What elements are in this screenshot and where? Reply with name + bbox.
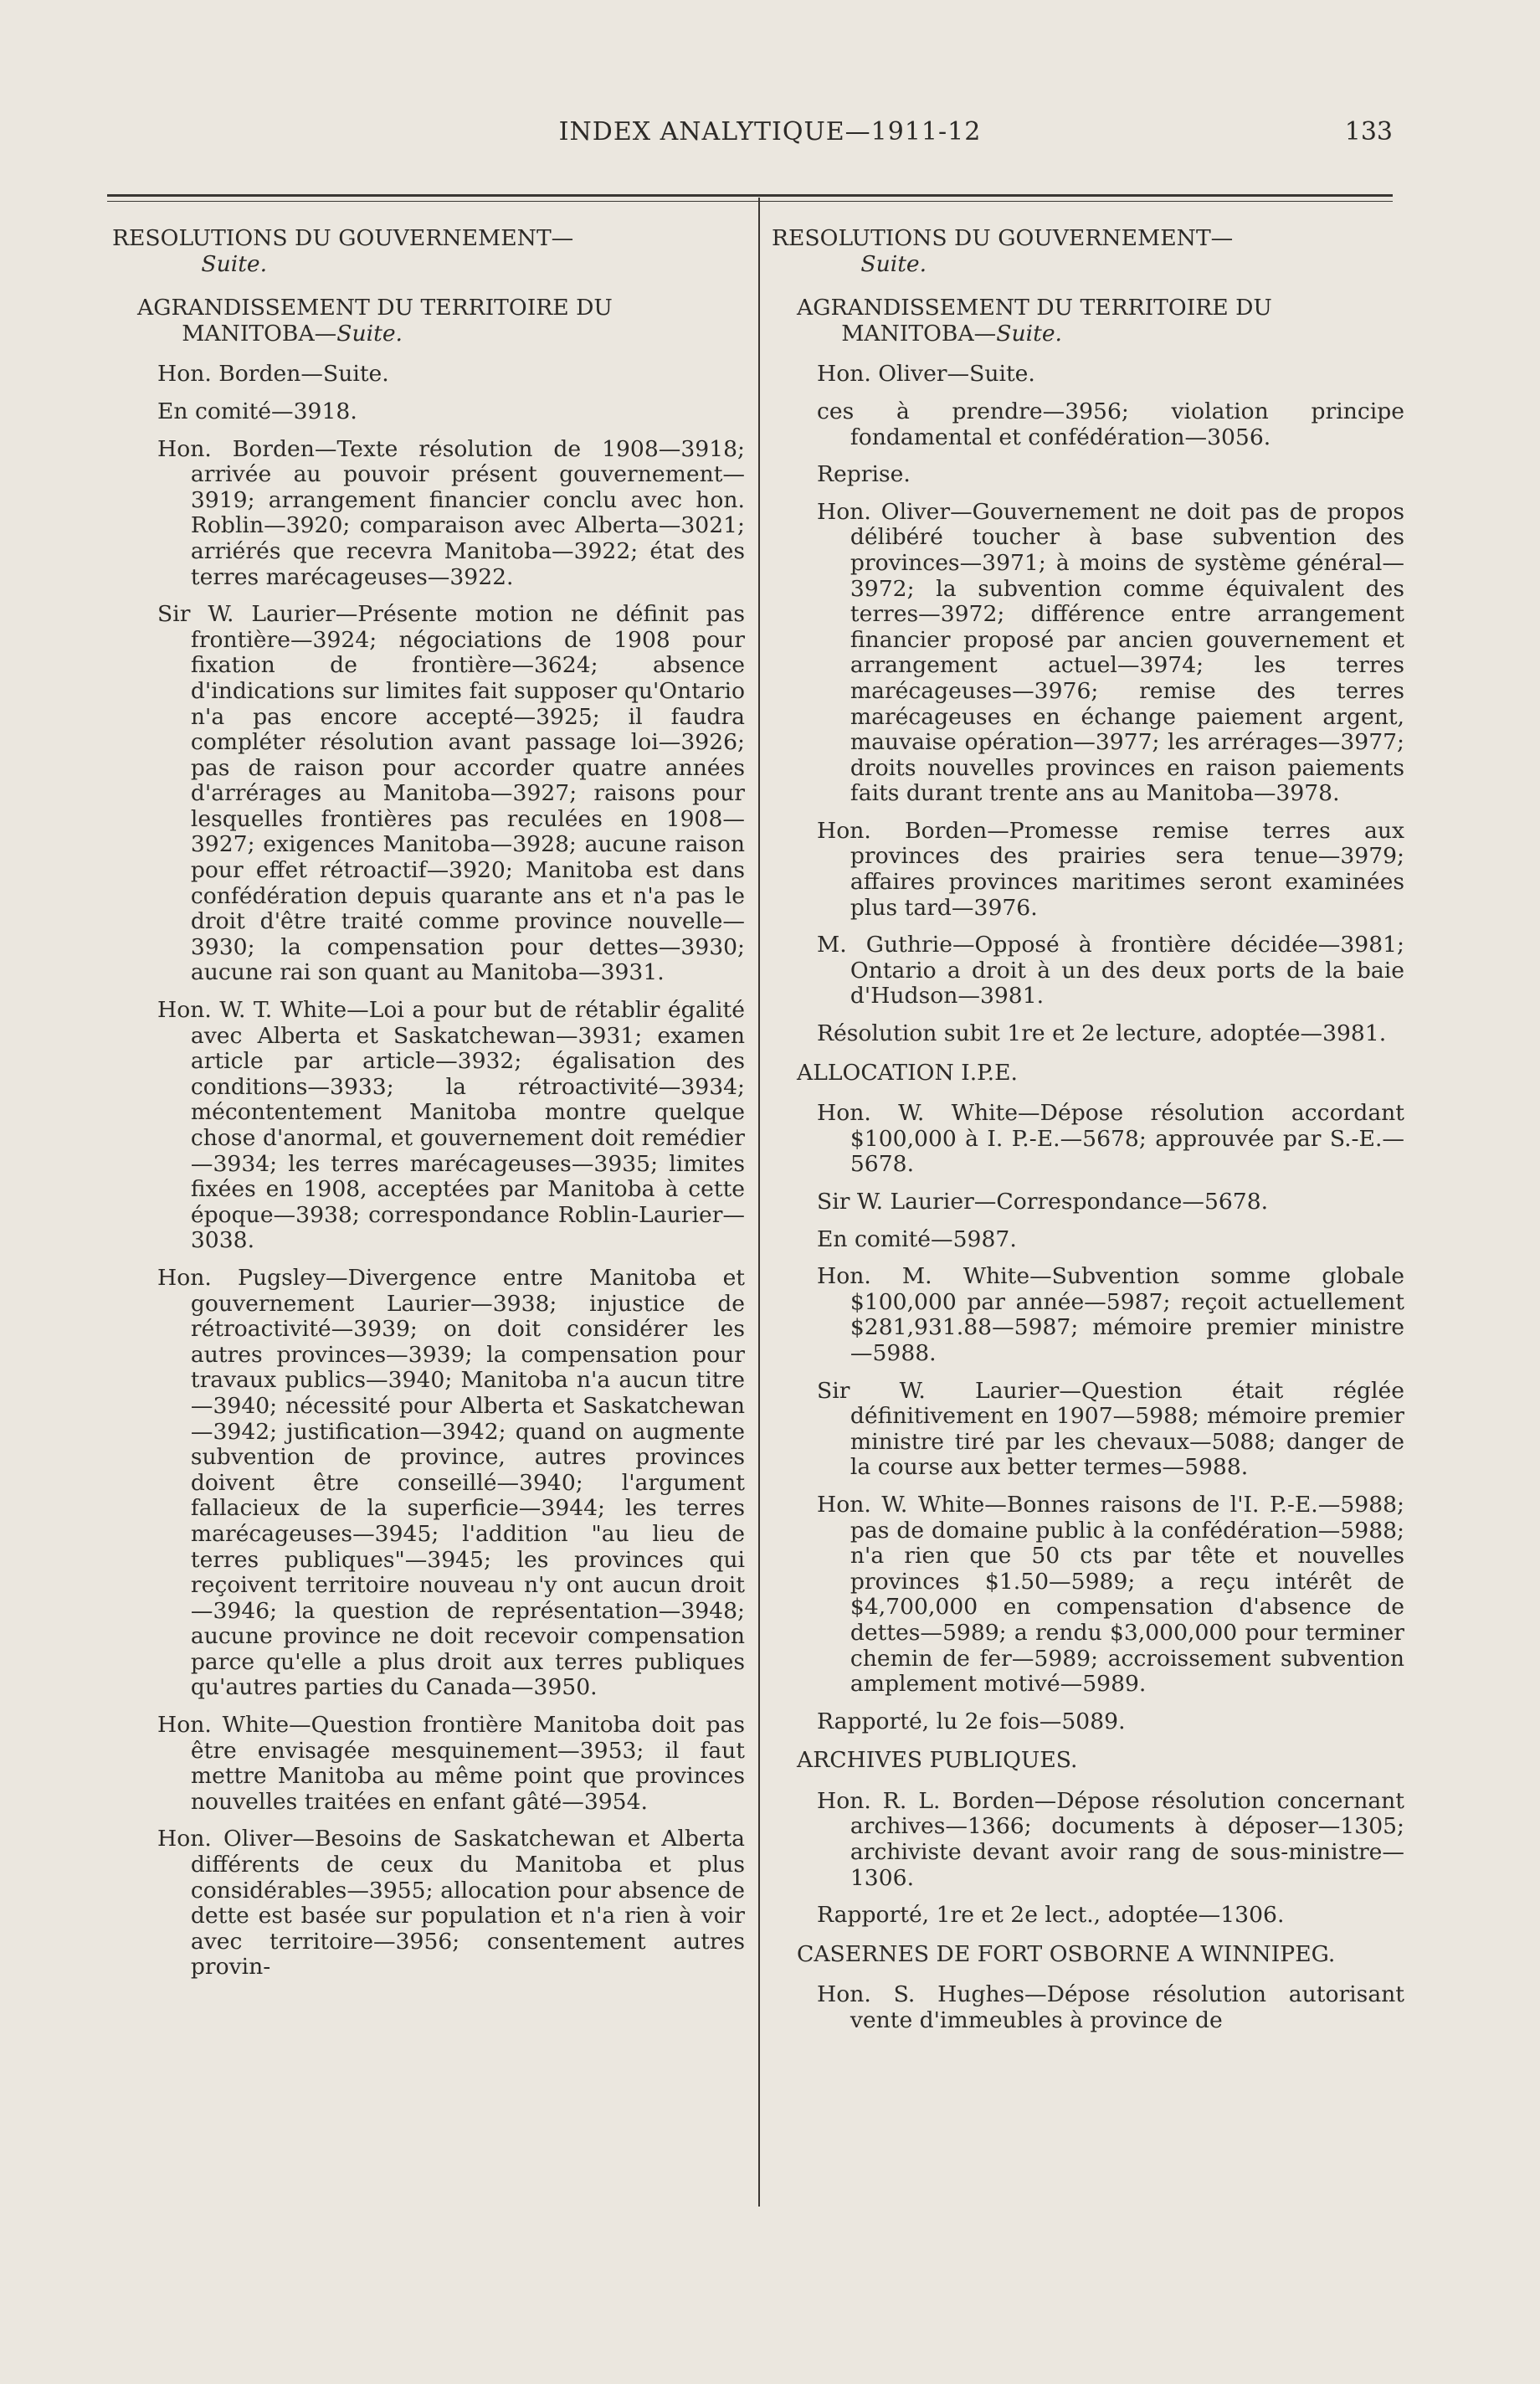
index-entry: Rapporté, 1re et 2e lect., adoptée—1306. (817, 1902, 1285, 1929)
index-entry: Hon. White—Question frontière Manitoba doit pas être envisagée mesquinement—3953; il faut mettre Manitoba au même point que provinces nouvelles traitées en enfant gâté—3954. (157, 1712, 745, 1815)
index-entry: Hon. Borden—Promesse remise terres aux provinces des prairies sera tenue—3979; affaires provinces maritimes seront examinées plus tard—3976. (817, 817, 1404, 921)
index-entry: Rapporté, lu 2e fois—5089. (817, 1708, 1126, 1734)
column-divider (758, 198, 760, 2207)
section-heading (137, 295, 745, 347)
index-entry: En comité—5987. (817, 1225, 1017, 1252)
index-entry: Hon. Oliver—Gouvernement ne doit pas de propos délibéré toucher à base subvention des provinces—3971; à moins de système général—3972; la subvention comme équivalent des terres—3972; différence entre arrangement financier proposé par ancien gouvernement et arrangement actuel—3974; les terres marécageuses—3976; remise des terres marécageuses en échange paiement argent, mauvaise opération—3977; les arrérages—3977; droits nouvelles provinces en raison paiements faits durant trente ans au Manitoba—3978. (817, 498, 1404, 807)
category-heading-suite: Suite. (201, 250, 268, 277)
index-entry: Hon. S. Hughes—Dépose résolution autorisant vente d'immeubles à province de (817, 1981, 1404, 2034)
section-heading-suite: Suite. (996, 320, 1063, 347)
section-heading (797, 1942, 1404, 1968)
index-entry: En comité—3918. (157, 398, 357, 424)
section-heading-text: AGRANDISSEMENT DU TERRITOIRE DU MANITOBA— (137, 295, 613, 347)
index-entry: Hon. R. L. Borden—Dépose résolution concernant archives—1366; documents à déposer—1305; archiviste devant avoir rang de sous-ministre—1306. (817, 1787, 1404, 1891)
category-heading-suite: Suite. (860, 250, 927, 277)
index-entry: ces à prendre—3956; violation principe fondamental et confédération—3056. (817, 398, 1404, 450)
header-rule (107, 194, 1393, 197)
index-entry: Hon. Oliver—Besoins de Saskatchewan et Alberta différents de ceux du Manitoba et plus considérables—3955; allocation pour absence de dette est basée sur population et n'a rien à voir avec territoire—3956; consentement autres provin- (157, 1826, 745, 1981)
index-entry: Sir W. Laurier—Question était réglée définitivement en 1907—5988; mémoire premier ministre tiré par les chevaux—5088; danger de la course aux better termes—5988. (817, 1377, 1404, 1481)
section-heading (797, 1748, 1404, 1774)
index-entry: Résolution subit 1re et 2e lecture, adoptée—3981. (817, 1020, 1387, 1047)
left-column (112, 226, 745, 1992)
index-entry: Hon. Borden—Suite. (157, 361, 389, 388)
index-entry: Hon. Pugsley—Divergence entre Manitoba et gouvernement Laurier—3938; injustice de rétroactivité—3939; on doit considérer les autres provinces—3939; la compensation pour travaux publics—3940; Manitoba n'a aucun titre—3940; nécessité pour Alberta et Saskatchewan—3942; justification—3942; quand on augmente subvention de province, autres provinces doivent être conseillé—3940; l'argument fallacieux de la superficie—3944; les terres marécageuses—3945; l'addition "au lieu de terres publiques"—3945; les provinces qui reçoivent territoire nouveau n'y ont aucun droit—3946; la question de représentation—3948; aucune province ne doit recevoir compensation parce qu'elle a plus droit aux terres publiques qu'autres parties du Canada—3950. (157, 1264, 745, 1701)
category-heading (112, 226, 745, 277)
header-rule-thin (107, 201, 1393, 202)
section-heading-text: ALLOCATION I.P.E. (797, 1059, 1018, 1086)
index-entry: Reprise. (817, 461, 911, 488)
index-entry: Hon. Oliver—Suite. (817, 361, 1035, 388)
section-heading-text: ARCHIVES PUBLIQUES. (797, 1747, 1078, 1774)
section-heading (797, 295, 1404, 347)
running-header (0, 117, 1540, 159)
running-title: INDEX ANALYTIQUE—1911-12 (558, 117, 982, 146)
section-heading (797, 1061, 1404, 1087)
index-entry: Hon. W. T. White—Loi a pour but de rétablir égalité avec Alberta et Saskatchewan—3931; examen article par article—3932; égalisation des conditions—3933; la rétroactivité—3934; mécontentement Manitoba montre quelque chose d'anormal, et gouvernement doit remédier—3934; les terres marécageuses—3935; limites fixées en 1908, acceptées par Manitoba à cette époque—3938; correspondance Roblin-Laurier—3038. (157, 997, 745, 1254)
section-heading-text: AGRANDISSEMENT DU TERRITOIRE DU MANITOBA— (797, 295, 1272, 347)
category-heading-text: RESOLUTIONS DU GOUVERNEMENT— (112, 225, 574, 251)
category-heading-text: RESOLUTIONS DU GOUVERNEMENT— (772, 225, 1234, 251)
category-heading (772, 226, 1404, 277)
index-entry: Hon. W. White—Bonnes raisons de l'I. P.-E.—5988; pas de domaine public à la confédération—5988; n'a rien que 50 cts par tête et nouvelles provinces $1.50—5989; a reçu intérêt de $4,700,000 en compensation d'absence de dettes—5989; a rendu $3,000,000 pour terminer chemin de fer—5989; accroissement subvention amplement motivé—5989. (817, 1491, 1404, 1698)
index-entry: Sir W. Laurier—Correspondance—5678. (817, 1189, 1269, 1215)
page-number: 133 (1344, 117, 1393, 146)
index-entry: Hon. W. White—Dépose résolution accordant $100,000 à I. P.-E.—5678; approuvée par S.-E.—5678. (817, 1100, 1404, 1178)
index-entry: Hon. Borden—Texte résolution de 1908—3918; arrivée au pouvoir présent gouvernement—3919; arrangement financier conclu avec hon. Roblin—3920; comparaison avec Alberta—3021; arriérés que recevra Manitoba—3922; état des terres marécageuses—3922. (157, 435, 745, 590)
index-entry: Hon. M. White—Subvention somme globale $100,000 par année—5987; reçoit actuellement $281,931.88—5987; mémoire premier ministre—5988. (817, 1263, 1404, 1366)
section-heading-text: CASERNES DE FORT OSBORNE A WINNIPEG. (797, 1940, 1336, 1967)
index-entry: M. Guthrie—Opposé à frontière décidée—3981; Ontario a droit à un des deux ports de la baie d'Hudson—3981. (817, 932, 1404, 1010)
right-column (772, 226, 1404, 2046)
index-entry: Sir W. Laurier—Présente motion ne définit pas frontière—3924; négociations de 1908 pour fixation de frontière—3624; absence d'indications sur limites fait supposer qu'Ontario n'a pas encore accepté—3925; il faudra compléter résolution avant passage loi—3926; pas de raison pour accorder quatre années d'arrérages au Manitoba—3927; raisons pour lesquelles frontières pas reculées en 1908—3927; exigences Manitoba—3928; aucune raison pour effet rétroactif—3920; Manitoba est dans confédération depuis quarante ans et n'a pas le droit d'être traité comme province nouvelle—3930; la compensation pour dettes—3930; aucune rai son quant au Manitoba—3931. (157, 601, 745, 986)
section-heading-suite: Suite. (336, 320, 403, 347)
